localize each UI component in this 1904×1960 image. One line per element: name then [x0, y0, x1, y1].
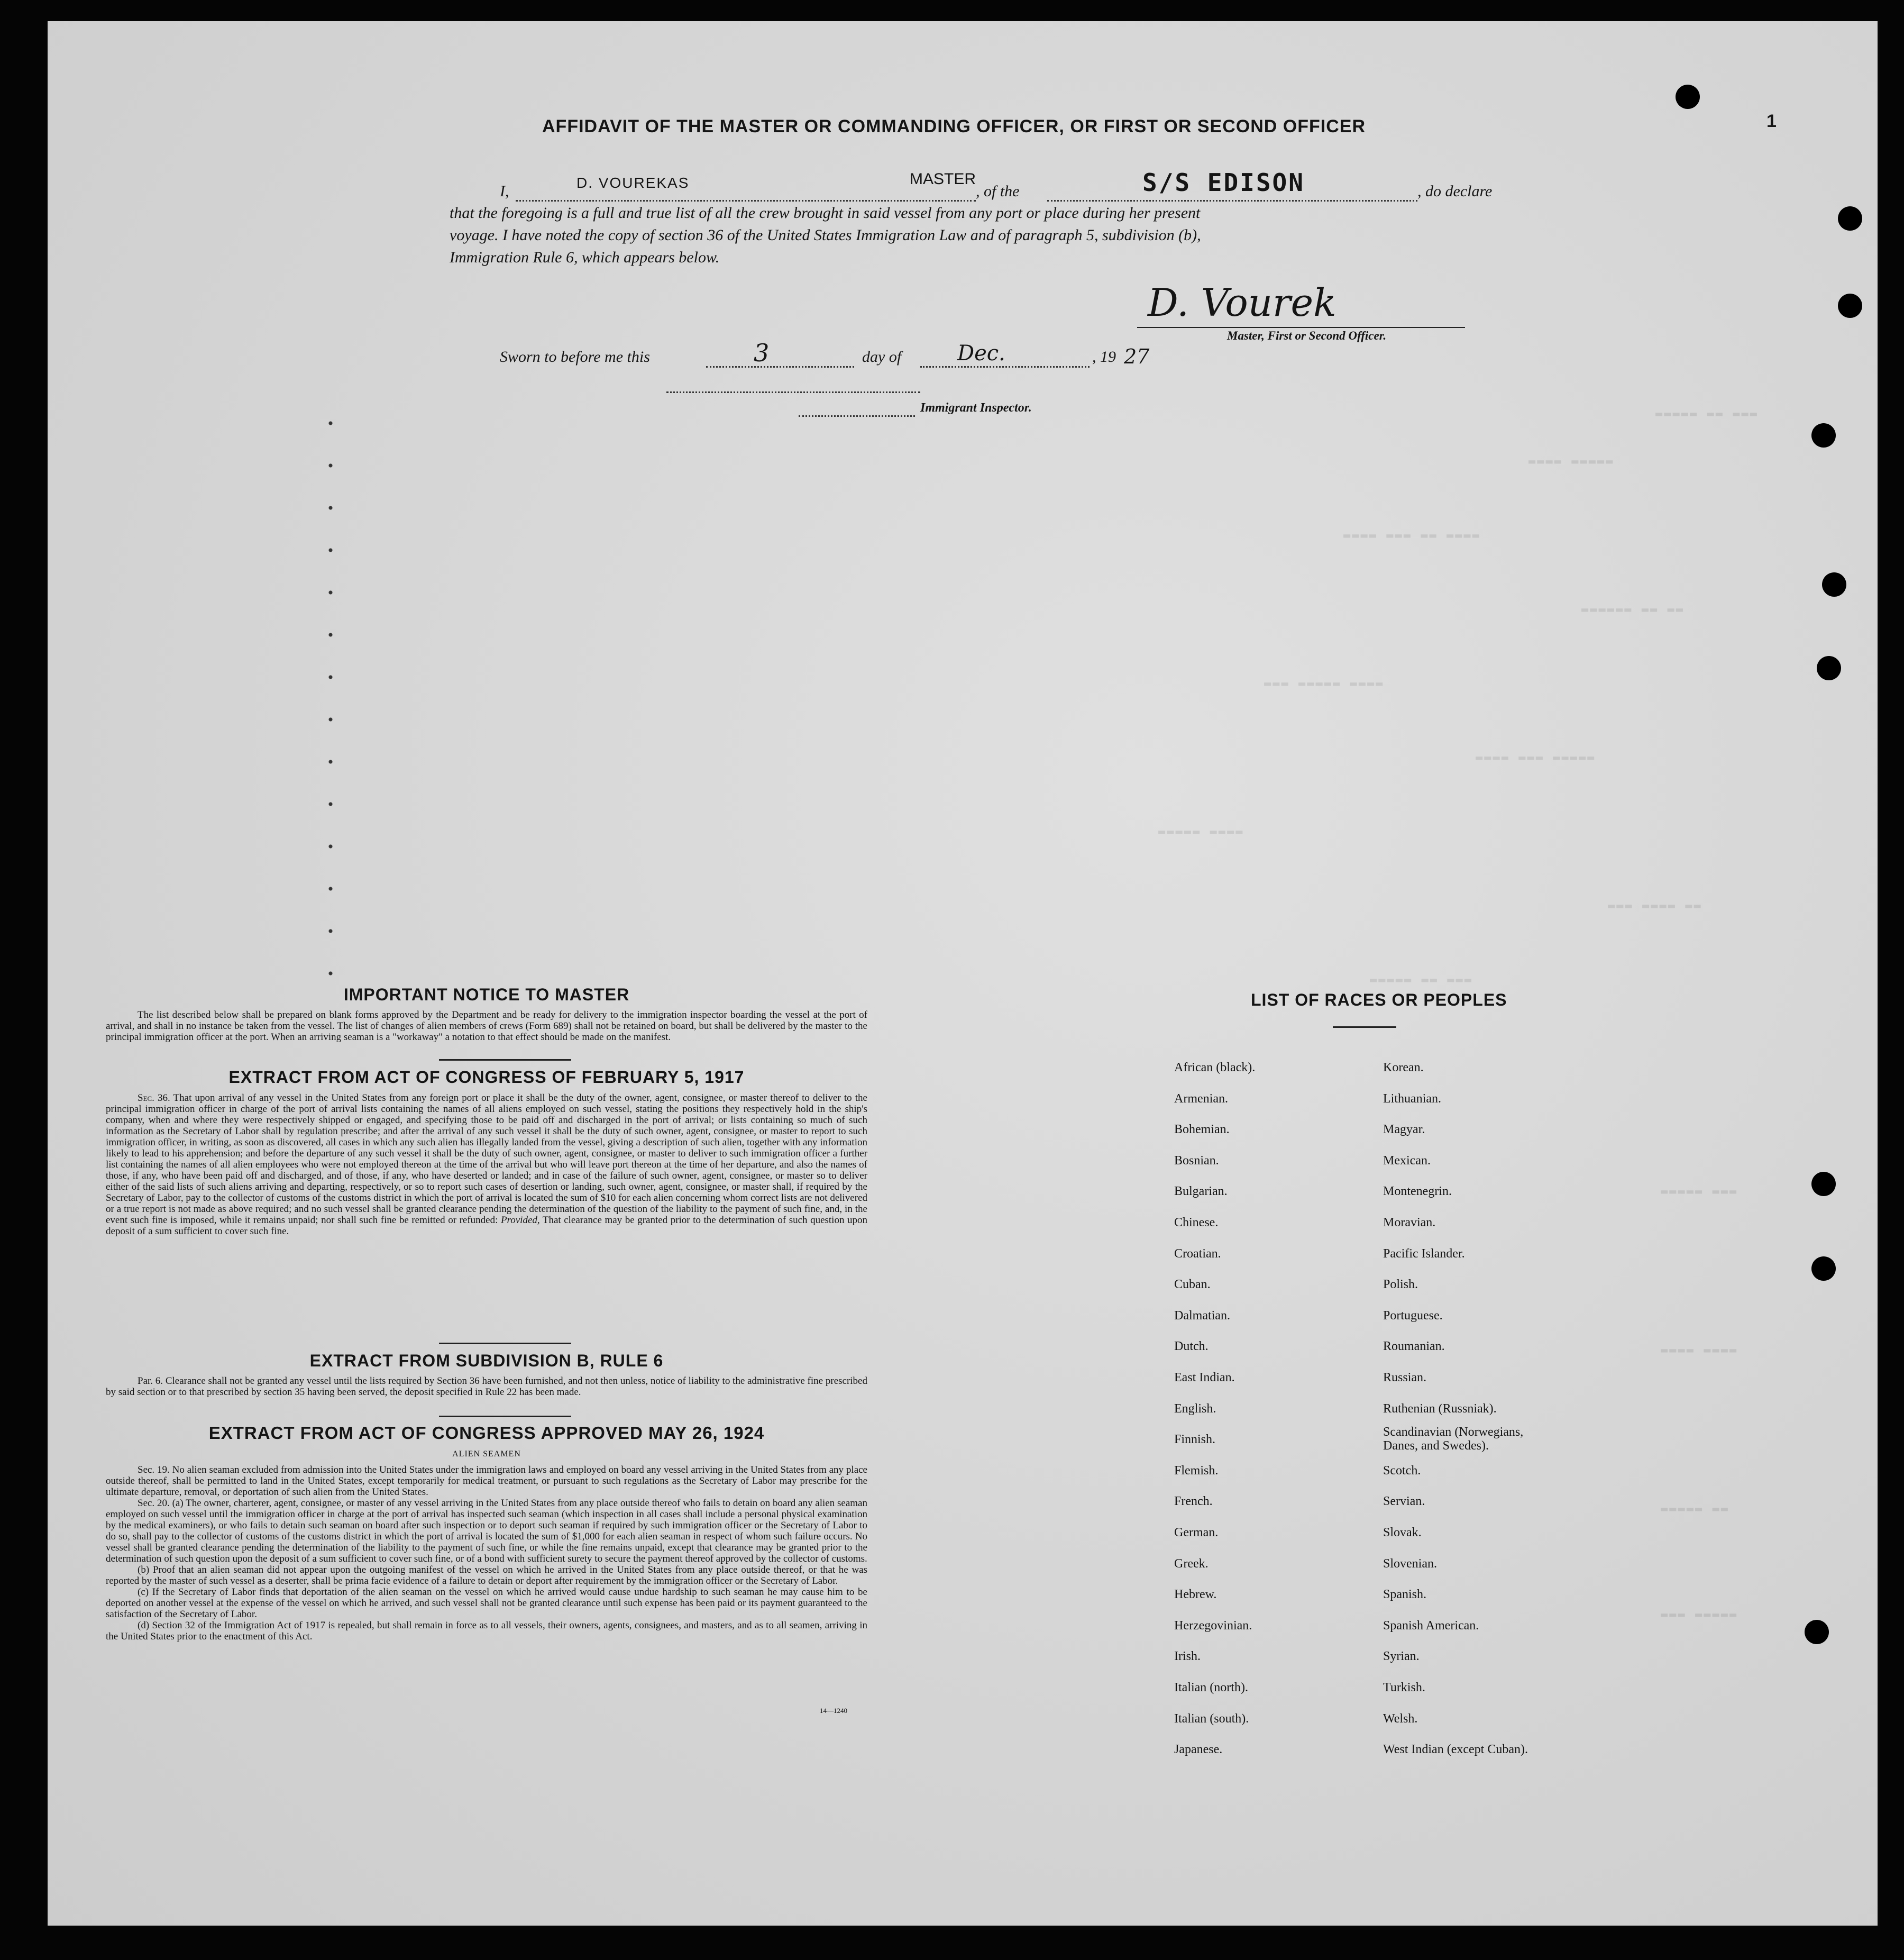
column-dots	[328, 402, 333, 984]
binder-hole	[1817, 656, 1841, 680]
extract-1917-title: EXTRACT FROM ACT OF CONGRESS OF FEBRUARY 5, 1917	[228, 1068, 745, 1087]
race-item: Dalmatian.	[1174, 1309, 1230, 1323]
race-item: Italian (south).	[1174, 1712, 1249, 1726]
races-title: LIST OF RACES OR PEOPLES	[1251, 990, 1507, 1009]
binder-hole	[1811, 1256, 1836, 1281]
rank-field: MASTER	[910, 170, 976, 188]
document-page: ▬▬▬▬▬ ▬▬ ▬▬▬ ▬▬▬▬ ▬▬▬▬▬ ▬▬▬▬ ▬▬▬ ▬▬ ▬▬▬▬ ▬▬▬▬▬▬ ▬▬ ▬▬ ▬▬▬ ▬▬▬▬▬ ▬▬▬▬ ▬▬▬▬ ▬▬▬ ▬▬▬▬▬ ▬▬▬▬▬ ▬▬▬▬ ▬▬▬ ▬▬▬▬ ▬▬ ▬▬▬▬▬ ▬▬ ▬▬▬ ▬▬▬▬▬ ▬▬▬ ▬▬▬▬ ▬▬▬▬ ▬▬▬▬▬ ▬▬ ▬▬▬ ▬▬▬▬▬ AFFIDAVIT OF THE MASTER OR COMMANDING OFFICER, OR FIRST OR SECOND OFFICER 1 I, D. VOUREKAS MASTER , of the S/S EDISON , do declare that the foregoing is a full and true list of all the crew brought in said vessel from any port or place during her present voyage. I have noted the copy of section 36 of the United States Immigration Law and of paragraph 5, subdivision (b), Immigration Rule 6, which appears below. D. Vourek Master, First or Second Officer. Sworn to before me this 3 day of Dec. , 19 27 Immigrant Inspector. IMPORTANT NOTICE TO MASTER The list described below shall be prepared on blank forms approved by the Department and be ready for delivery to the immigration inspector boarding the vessel at the port of arrival, and shall in no instance be taken from the vessel. The list of changes of alien members of crews (Form 689) shall not be retained on board, but shall be delivered by the master to the principal immigration officer at the port. When an arriving seaman is a "workaway" a notation to that effect should be made on the manifest. EXTRACT FROM ACT OF CONGRESS OF FEBRUARY 5, 1917 Sec. 36. That upon arrival of any vessel in the United States from any foreign port or place it shall be the duty of the owner, agent, consignee, or master thereof to deliver to the principal immigration officer in charge of the port of arrival lists containing the names of all aliens employed on such vessel, stating the positions they respectively hold in the ship's company, when and where they were respectively shipped or engaged, and specifying those to be paid off and discharged in the port of arrival; or lists containing so much of such information as the Secretary of Labor shall by regulation prescribe; and after the arrival of any such vessel it shall be the duty of such owner, agent, consignee, or master to report to such immigration officer, in writing, as soon as discovered, all cases in which any such alien has illegally landed from the vessel, giving a description of such alien, together with any information likely to lead to his apprehension; and before the departure of any such vessel it shall be the duty of such owner, agent, consignee, or master to deliver to such immigration officer a further list containing the names of all alien employees who were not employed thereon at the time of the arrival but who will leave port thereon at the time of her departure, and also the names of those, if any, who have been paid off and discharged, and of those, if any, who have deserted or landed; and in case of the failure of such owner, agent, consignee, or master so to deliver either of the said lists of such aliens arriving and departing, respectively, or so to report such cases of desertion or landing, such owner, agent, consignee, or master shall, if required by the Secretary of Labor, pay to the collector of customs of the customs district in which the port of arrival is located the sum of $10 for each alien concerning whom correct lists are not delivered or a true report is not made as above required; and no such vessel shall be granted clearance pending the determination of the question of the liability to the payment of such fine, and, in the event such fine is imposed, while it remains unpaid; nor shall such fine be remitted or refunded: Provided, That clearance may be granted prior to the determination of such question upon deposit of a sum sufficient to cover such fine. EXTRACT FROM SUBDIVISION B, RULE 6 Par. 6. Clearance shall not be granted any vessel until the lists required by Section 36 have been furnished, and not then unless, notice of liability to the administrative fine prescribed by said section or to that prescribed by section 35 having been served, the deposit specified in Rule 22 has been made. EXTRACT FROM ACT OF CONGRESS APPROVED MAY 26, 1924 ALIEN SEAMEN Sec. 19. No alien seaman excluded from admission into the United States under the immigration laws and employed on board any vessel arriving in the United States from any place outside thereof, shall be permitted to land in the United States, except temporarily for medical treatment, or pursuant to such regulations as the Secretary of Labor may prescribe for the ultimate departure, removal, or deportation of such alien from the United States. Sec. 20. (a) The owner, charterer, agent, consignee, or master of any vessel arriving in the United States from any place outside thereof who fails to detain on board any alien seaman employed on such vessel until the immigration officer in charge at the port of arrival has inspected such seaman (which inspection in all cases shall include a personal physical examination by the medical examiners), or who fails to detain such seaman on board after such inspection or to deport such seaman if required by such immigration officer or the Secretary of Labor to do so, shall pay to the collector of customs of the customs district in which the port of arrival is located the sum of $1,000 for each alien seaman in respect of whom such failure occurs. No vessel shall be granted clearance pending the determination of the liability to the payment of such fine, or while the fine remains unpaid, except that clearance may be granted prior to the determination of such question upon the deposit of a sum sufficient to cover such fine, or of a bond with sufficient surety to secure the payment thereof approved by the collector of customs. (b) Proof that an alien seaman did not appear upon the outgoing manifest of the vessel on which he arrived in the United States from any place outside thereof, or that he was reported by the master of such vessel as a deserter, shall be prima facie evidence of a failure to detain or deport after requirement by the immigration officer or the Secretary of Labor. (c) If the Secretary of Labor finds that deportation of the alien seaman on the vessel on which he arrived would cause undue hardship to such seaman he may cause him to be deported on another vessel at the expense of the vessel on which he arrived, and such vessel shall not be granted clearance until such expense has been paid or its payment guaranteed to the satisfaction of the Secretary of Labor. (d) Section 32 of the Immigration Act of 1917 is repealed, but shall remain in force as to all vessels, their owners, agents, consignees, and masters, and as to all seamen, arriving in the United States prior to the enactment of this Act. 14—1240 LIST OF RACES OR PEOPLES African (black). Armenian. Bohemian. Bosnian. Bulgarian. Chinese. Croatian. Cuban. Dalmatian. Dutch. East Indian. English. Finnish. Flemish. French. German. Greek. Hebrew. Herzegovinian. Irish. Italian (north). Italian (south). Japanese. Korean. Lithuanian. Magyar. Mexican. Montenegrin. Moravian. Pacific Islander. Polish. Portuguese. Roumanian. Russian. Ruthenian (Russniak). Scandinavian (Norwegians, Danes, and Swedes). Scotch. Servian. Slovak. Slovenian. Spanish. Spanish American. Syrian. Turkish. Welsh. West Indian (except Cuban).	[48, 21, 1878, 1926]
sec-36-label: Sec. 36.	[138, 1092, 170, 1104]
race-item: Finnish.	[1174, 1433, 1216, 1446]
race-item: Moravian.	[1383, 1216, 1436, 1229]
race-item: Armenian.	[1174, 1092, 1228, 1106]
affidavit-i-label: I,	[500, 183, 509, 200]
race-item: Herzegovinian.	[1174, 1619, 1252, 1633]
extract-rule6-title: EXTRACT FROM SUBDIVISION B, RULE 6	[309, 1351, 664, 1370]
race-item: Chinese.	[1174, 1216, 1219, 1229]
race-item: Slovenian.	[1383, 1557, 1437, 1571]
divider	[1333, 1026, 1396, 1028]
signature-caption: Master, First or Second Officer.	[1227, 329, 1387, 342]
signature-line	[1137, 327, 1465, 328]
race-item: African (black).	[1174, 1061, 1256, 1074]
day-of-label: day of	[862, 348, 902, 366]
divider	[439, 1059, 571, 1061]
do-declare-label: , do declare	[1417, 183, 1493, 200]
sec-20d: (d) Section 32 of the Immigration Act of 1917 is repealed, but shall remain in force as to all vessels, their owners, agents, consignees, and masters, and as to all seamen, arriving in the United States prior to the enactment of this Act.	[106, 1620, 867, 1642]
sworn-day-field: 3	[754, 339, 770, 367]
race-item: Roumanian.	[1383, 1339, 1445, 1353]
extract-rule6-body: Par. 6. Clearance shall not be granted any vessel until the lists required by Section 36 have been furnished, and not then unless, notice of liability to the administrative fine prescribed by said section or to that prescribed by section 35 having been served, the deposit specified in Rule 22 has been made.	[106, 1375, 867, 1398]
race-item: Syrian.	[1383, 1649, 1420, 1663]
name-line	[516, 200, 976, 202]
race-item: Polish.	[1383, 1278, 1418, 1291]
sworn-month-field: Dec.	[957, 341, 1005, 366]
proviso-text: That clearance may be granted prior to the determination of such question upon deposit of a sum sufficient to cover such fine.	[106, 1215, 867, 1237]
race-item: Greek.	[1174, 1557, 1209, 1571]
proviso-label: Provided,	[500, 1215, 540, 1226]
extract-1917-body	[106, 1092, 867, 1237]
extract-1924-title: EXTRACT FROM ACT OF CONGRESS APPROVED MAY 26, 1924	[208, 1423, 765, 1443]
binder-hole	[1676, 85, 1700, 109]
affidavit-line-4: Immigration Rule 6, which appears below.	[450, 249, 720, 266]
race-item: Welsh.	[1383, 1712, 1418, 1726]
race-item: Hebrew.	[1174, 1588, 1217, 1601]
race-item: Korean.	[1383, 1061, 1424, 1074]
sworn-label: Sworn to before me this	[500, 348, 650, 366]
race-item: Bohemian.	[1174, 1123, 1230, 1136]
inspector-caption-leader	[799, 415, 915, 417]
affidavit-line-3: voyage. I have noted the copy of section 36 of the United States Immigration Law and of paragraph 5, subdivision (b),	[450, 226, 1201, 244]
race-item: Portuguese.	[1383, 1309, 1443, 1323]
race-item: Slovak.	[1383, 1526, 1422, 1539]
affidavit-line-2: that the foregoing is a full and true list of all the crew brought in said vessel from any port or place during her present	[450, 204, 1201, 222]
sec-20a: Sec. 20. (a) The owner, charterer, agent, consignee, or master of any vessel arriving in the United States from any place outside thereof who fails to detain on board any alien seaman employed on such vessel until the immigration officer in charge at the port of arrival has inspected such seaman (which inspection in all cases shall include a personal physical examination by the medical examiners), or who fails to detain such seaman on board after such inspection or to deport such seaman if required by such immigration officer or the Secretary of Labor to do so, shall pay to the collector of customs of the customs district in which the port of arrival is located the sum of $1,000 for each alien seaman in respect of whom such failure occurs. No vessel shall be granted clearance pending the determination of the liability to the payment of such fine, or while the fine remains unpaid, except that clearance may be granted prior to the determination of such question upon the deposit of a sum sufficient to cover such fine, or of a bond with sufficient surety to secure the payment thereof approved by the collector of customs.	[106, 1498, 867, 1564]
race-item: Flemish.	[1174, 1464, 1219, 1478]
race-item: Scandinavian (Norwegians, Danes, and Swedes).	[1383, 1425, 1524, 1453]
sworn-year-field: 27	[1124, 345, 1150, 368]
divider	[439, 1343, 571, 1344]
race-item: Spanish.	[1383, 1588, 1427, 1601]
race-item: Montenegrin.	[1383, 1184, 1452, 1198]
extract-1924-subtitle: ALIEN SEAMEN	[452, 1450, 521, 1458]
of-the-label: , of the	[976, 183, 1020, 200]
race-item: Dutch.	[1174, 1339, 1209, 1353]
sec-19: Sec. 19. No alien seaman excluded from admission into the United States under the immigration laws and employed on board any vessel arriving in the United States from any place outside thereof, shall be permitted to land in the United States, except temporarily for medical treatment, or pursuant to such regulations as the Secretary of Labor may prescribe for the ultimate departure, removal, or deportation of such alien from the United States.	[106, 1464, 867, 1498]
race-item: Lithuanian.	[1383, 1092, 1441, 1106]
race-item: English.	[1174, 1402, 1216, 1416]
race-item: German.	[1174, 1526, 1219, 1539]
binder-hole	[1811, 1172, 1836, 1196]
day-line	[706, 366, 854, 368]
race-item: French.	[1174, 1494, 1213, 1508]
master-signature: D. Vourek	[1148, 280, 1337, 325]
month-line	[920, 366, 1090, 368]
divider	[439, 1416, 571, 1417]
vessel-line	[1047, 200, 1417, 202]
sec-36-text: That upon arrival of any vessel in the United States from any foreign port or place it shall be the duty of the owner, agent, consignee, or master thereof to deliver to the principal immigration officer in charge of the port of arrival lists containing the names of all aliens employed on such vessel, stating the positions they respectively hold in the ship's company, when and where they were respectively shipped or engaged, and specifying those to be paid off and discharged in the port of arrival; or lists containing so much of such information as the Secretary of Labor shall by regulation prescribe; and after the arrival of any such vessel it shall be the duty of such owner, agent, consignee, or master to report to such immigration officer, in writing, as soon as discovered, all cases in which any such alien has illegally landed from the vessel, giving a description of such alien, together with any information likely to lead to his apprehension; and before the departure of any such vessel it shall be the duty of such owner, agent, consignee, or master to deliver to such immigration officer a further list containing the names of all alien employees who were not employed thereon at the time of the arrival but who will leave port thereon at the time of her departure, and also the names of those, if any, who have been paid off and discharged, and of those, if any, who have deserted or landed; and in case of the failure of such owner, agent, consignee, or master so to deliver either of the said lists of such aliens arriving and departing, respectively, or so to report such cases of desertion or landing, such owner, agent, consignee, or master shall, if required by the Secretary of Labor, pay to the collector of customs of the customs district in which the port of arrival is located the sum of $10 for each alien concerning whom correct lists are not delivered or a true report is not made as above required; and no such vessel shall be granted clearance pending the determination of the question of the liability to the payment of such fine, and, in the event such fine is imposed, while it remains unpaid; nor shall such fine be remitted or refunded:	[106, 1092, 867, 1226]
race-item: Ruthenian (Russniak).	[1383, 1402, 1497, 1416]
extract-1924-body	[106, 1464, 867, 1642]
race-item: Bulgarian.	[1174, 1184, 1228, 1198]
race-item: Japanese.	[1174, 1743, 1223, 1756]
inspector-caption: Immigrant Inspector.	[920, 401, 1032, 415]
race-item: Bosnian.	[1174, 1154, 1219, 1168]
year-prefix: , 19	[1092, 348, 1116, 366]
race-item: Croatian.	[1174, 1247, 1221, 1261]
sec-20c: (c) If the Secretary of Labor finds that deportation of the alien seaman on the vessel on which he arrived would cause undue hardship to such seaman he may cause him to be deported on another vessel at the expense of the vessel on which he arrived, and such vessel shall not be granted clearance until such expense has been paid or its payment guaranteed to the satisfaction of the Secretary of Labor.	[106, 1587, 867, 1620]
binder-hole	[1805, 1620, 1829, 1644]
binder-hole	[1811, 423, 1836, 448]
affidavit-title: AFFIDAVIT OF THE MASTER OR COMMANDING OFFICER, OR FIRST OR SECOND OFFICER	[542, 116, 1366, 136]
master-name-field: D. VOUREKAS	[576, 175, 690, 191]
race-item: Servian.	[1383, 1494, 1425, 1508]
race-item: Mexican.	[1383, 1154, 1431, 1168]
binder-hole	[1822, 572, 1846, 597]
race-item: West Indian (except Cuban).	[1383, 1743, 1528, 1756]
form-number: 14—1240	[820, 1707, 847, 1715]
notice-title: IMPORTANT NOTICE TO MASTER	[343, 985, 630, 1004]
binder-hole	[1838, 294, 1862, 318]
notice-body: The list described below shall be prepared on blank forms approved by the Department and be ready for delivery to the immigration inspector boarding the vessel at the port of arrival, and shall in no instance be taken from the vessel. The list of changes of alien members of crews (Form 689) shall not be retained on board, but shall be delivered by the master to the principal immigration officer at the port. When an arriving seaman is a "workaway" a notation to that effect should be made on the manifest.	[106, 1009, 867, 1043]
race-item: Italian (north).	[1174, 1681, 1248, 1694]
race-item: Turkish.	[1383, 1681, 1425, 1694]
race-item: Spanish American.	[1383, 1619, 1479, 1633]
page-number: 1	[1766, 111, 1777, 131]
race-item: Scotch.	[1383, 1464, 1421, 1478]
inspector-signature-line	[666, 391, 920, 393]
race-item: Russian.	[1383, 1371, 1427, 1384]
race-item: Cuban.	[1174, 1278, 1211, 1291]
race-item: Magyar.	[1383, 1123, 1425, 1136]
race-item: Irish.	[1174, 1649, 1201, 1663]
binder-hole	[1838, 206, 1862, 231]
race-item: East Indian.	[1174, 1371, 1235, 1384]
sec-20b: (b) Proof that an alien seaman did not appear upon the outgoing manifest of the vessel on which he arrived in the United States from any place outside thereof, or that he was reported by the master of such vessel as a deserter, shall be prima facie evidence of a failure to detain or deport after requirement by the immigration officer or the Secretary of Labor.	[106, 1564, 867, 1587]
race-item: Pacific Islander.	[1383, 1247, 1465, 1261]
vessel-name-field: S/S EDISON	[1142, 168, 1305, 197]
